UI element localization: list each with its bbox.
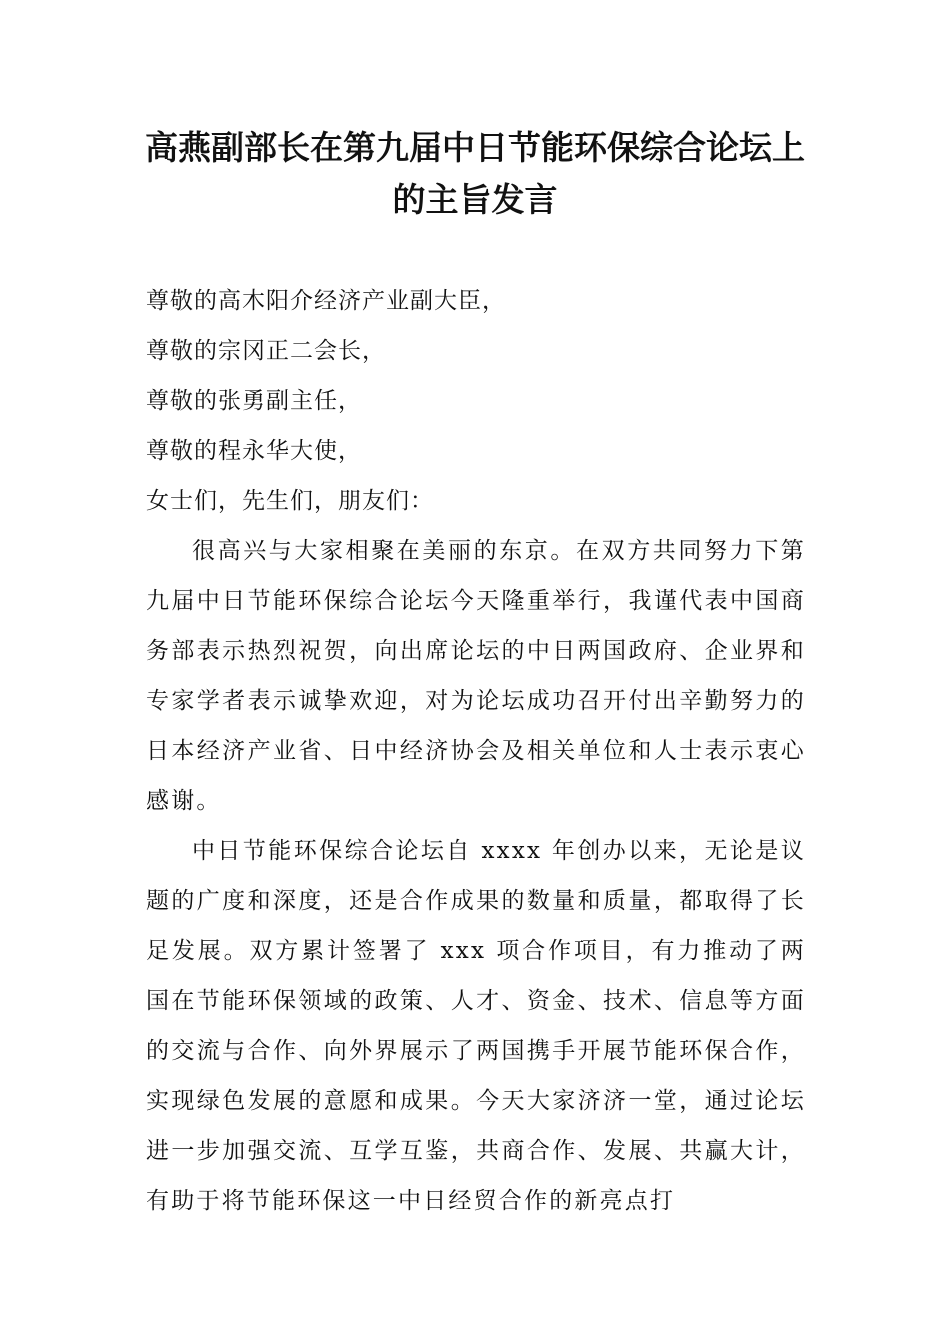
salutation-line: 尊敬的程永华大使， <box>146 438 362 464</box>
salutation-line: 尊敬的高木阳介经济产业副大臣， <box>146 288 506 314</box>
salutation-line: 尊敬的张勇副主任， <box>146 388 362 414</box>
body-paragraph: 很高兴与大家相聚在美丽的东京。在双方共同努力下第九届中日节能环保综合论坛今天隆重举行，我谨代表中国商务部表示热烈祝贺，向出席论坛的中日两国政府、企业界和专家学者表示诚挚欢迎，对为论坛成功召开付出辛勤努力的日本经济产业省、日中经济协会及相关单位和人士表示衷心感谢。 <box>146 538 806 814</box>
document-title: 高燕副部长在第九届中日节能环保综合论坛上的主旨发言 <box>145 128 805 219</box>
body-paragraph: 中日节能环保综合论坛自 xxxx 年创办以来，无论是议题的广度和深度，还是合作成果的数量和质量，都取得了长足发展。双方累计签署了 xxx 项合作项目，有力推动了两国在节能环保领域的政策、人才、资金、技术、信息等方面的交流与合作、向外界展示了两国携手开展节能环保合作，实现绿色发展的意愿和成果。今天大家济济一堂，通过论坛进一步加强交流、互学互鉴，共商合作、发展、共赢大计，有助于将节能环保这一中日经贸合作的新亮点打 <box>146 838 806 1214</box>
document-body <box>146 276 806 1226</box>
salutation-line: 尊敬的宗冈正二会长， <box>146 338 386 364</box>
salutation-line: 女士们，先生们，朋友们： <box>146 488 434 514</box>
